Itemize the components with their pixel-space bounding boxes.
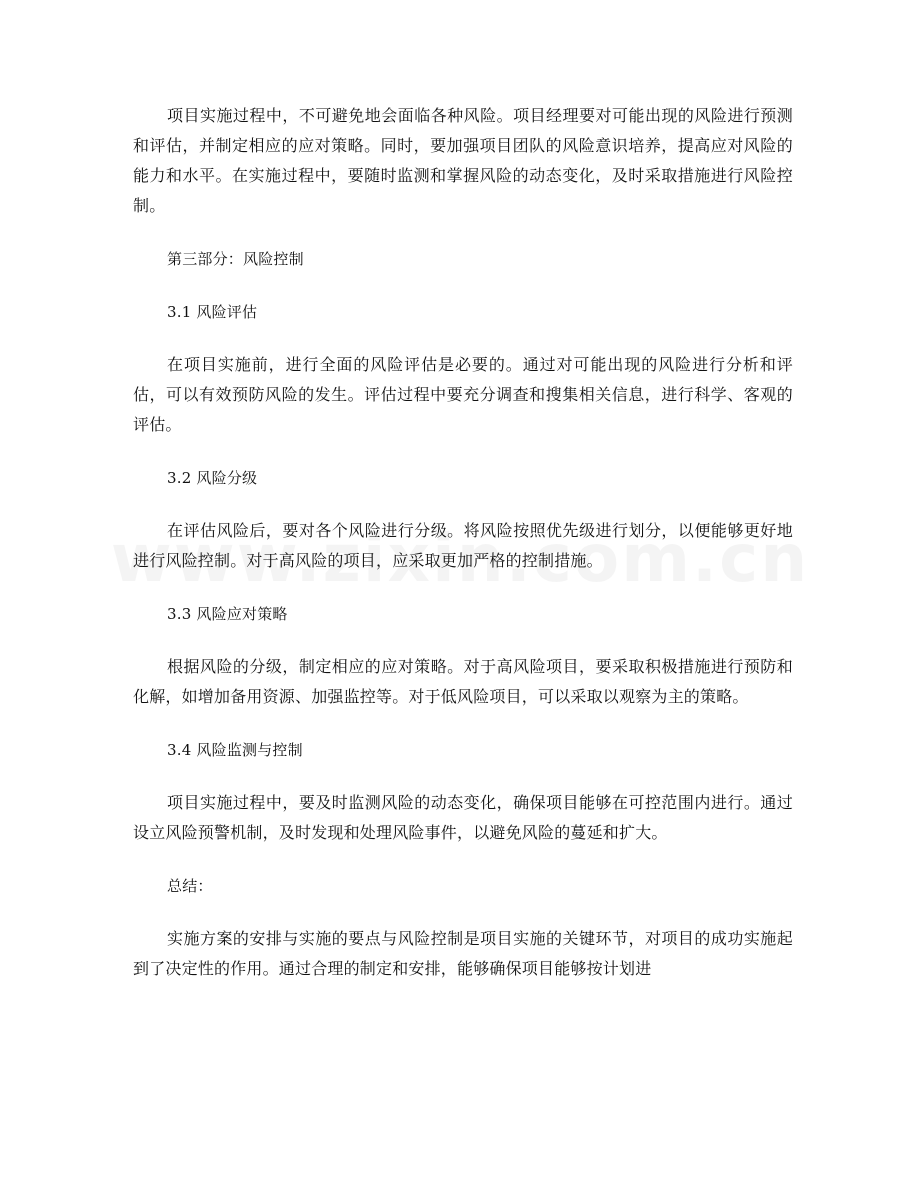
- summary-heading: 总结：: [167, 877, 213, 895]
- paragraph-risk-assessment: 在项目实施前，进行全面的风险评估是必要的。通过对可能出现的风险进行分析和评估，可以有效预防风险的发生。评估过程中要充分调查和搜集相关信息，进行科学、客观的评估。: [133, 355, 793, 434]
- paragraph-risk-monitoring: 项目实施过程中，要及时监测风险的动态变化，确保项目能够在可控范围内进行。通过设立风险预警机制，及时发现和处理风险事件，以避免风险的蔓延和扩大。: [133, 793, 793, 842]
- paragraph-risk-grading: 在评估风险后，要对各个风险进行分级。将风险按照优先级进行划分，以便能够更好地进行风险控制。对于高风险的项目，应采取更加严格的控制措施。: [133, 521, 793, 570]
- subsection-heading-3-1: 3.1 风险评估: [167, 303, 258, 321]
- document-body: [133, 101, 793, 984]
- subsection-heading-3-3: 3.3 风险应对策略: [167, 605, 288, 623]
- paragraph-risk-intro: 项目实施过程中，不可避免地会面临各种风险。项目经理要对可能出现的风险进行预测和评估，并制定相应的应对策略。同时，要加强项目团队的风险意识培养，提高应对风险的能力和水平。在实施过程中，要随时监测和掌握风险的动态变化，及时采取措施进行风险控制。: [133, 106, 793, 215]
- paragraph-summary: 实施方案的安排与实施的要点与风险控制是项目实施的关键环节，对项目的成功实施起到了决定性的作用。通过合理的制定和安排，能够确保项目能够按计划进: [133, 929, 793, 978]
- paragraph-risk-strategy: 根据风险的分级，制定相应的应对策略。对于高风险项目，要采取积极措施进行预防和化解，如增加备用资源、加强监控等。对于低风险项目，可以采取以观察为主的策略。: [133, 657, 793, 706]
- subsection-heading-3-4: 3.4 风险监测与控制: [167, 741, 303, 759]
- section-heading-part3: 第三部分：风险控制: [167, 250, 304, 268]
- subsection-heading-3-2: 3.2 风险分级: [167, 469, 258, 487]
